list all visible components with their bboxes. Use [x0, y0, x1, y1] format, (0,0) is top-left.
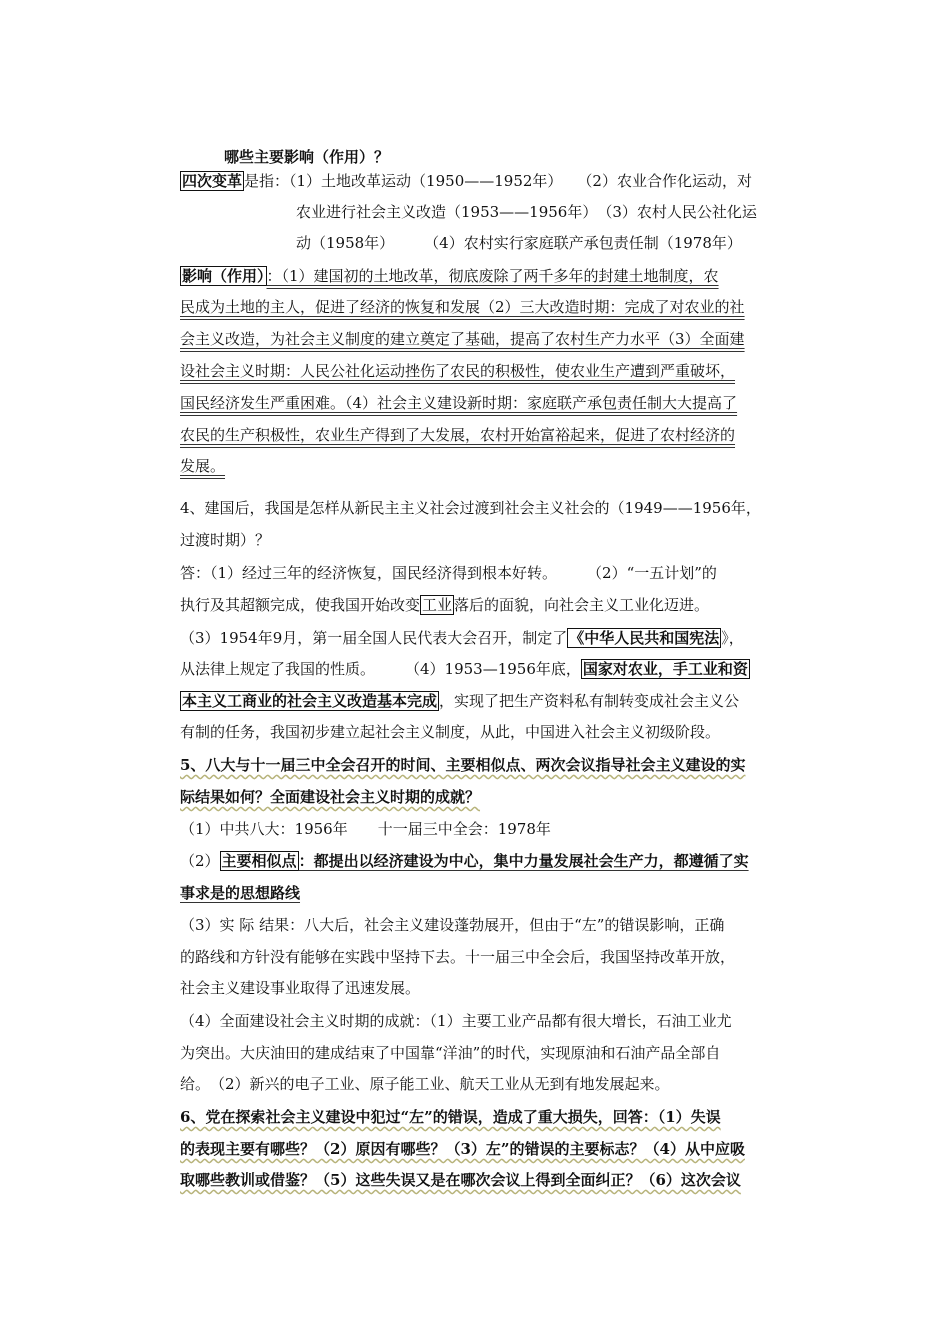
- q5-point-1: （1）中共八大：1956年 十一届三中全会：1978年: [180, 820, 551, 838]
- four-changes-line-1: [180, 170, 752, 192]
- q4-a3-post: 》，: [721, 629, 744, 647]
- q4-a2-post: 落后的面貌，向社会主义工业化迈进。: [454, 596, 710, 614]
- influence-line-1: [180, 265, 719, 287]
- heading-continued: 哪些主要影响（作用）？: [224, 148, 390, 166]
- q5-point-3b: 的路线和方针没有能够在实践中坚持下去。十一届三中全会后，我国坚持改革开放，: [180, 948, 736, 966]
- q6-line-2: 的表现主要有哪些？（2）原因有哪些？（3）左”的错误的主要标志？（4）从中应吸: [180, 1140, 745, 1158]
- four-changes-line-2: 农业进行社会主义改造（1953——1956年） （3）农村人民公社化运: [296, 203, 757, 221]
- q4-a4-box: 国家对农业，手工业和资: [582, 660, 748, 678]
- influence-text-1: ：（1）建国初的土地改革，彻底废除了两千多年的封建土地制度，农: [266, 267, 719, 285]
- q4-a3-box: 《中华人民共和国宪法: [569, 629, 720, 647]
- q5-point-4b: 为突出。大庆油田的建成结束了中国靠“洋油”的时代，实现原油和石油产品全部自: [180, 1044, 721, 1062]
- q4-a3-pre: （3）1954年9月，第一届全国人民代表大会召开，制定了: [180, 629, 568, 647]
- q4-a2-box: 工业: [422, 596, 453, 614]
- q4-a5-post: ，实现了把生产资料私有制转变成社会主义公: [439, 692, 740, 710]
- influence-term: 影响（作用）: [182, 267, 265, 285]
- influence-line-3: 会主义改造，为社会主义制度的建立奠定了基础，提高了农村生产力水平（3）全面建: [180, 330, 745, 348]
- influence-line-5: 国民经济发生严重困难。（4）社会主义建设新时期：家庭联产承包责任制大大提高了: [180, 394, 738, 412]
- q4-a5-box: 本主义工商业的社会主义改造基本完成: [182, 692, 438, 710]
- influence-line-7: 发展。: [180, 457, 226, 475]
- q4-line-2: 过渡时期）？: [180, 531, 271, 549]
- q5-point-3a: （3）实 际 结果：八大后，社会主义建设蓬勃展开，但由于“左”的错误影响，正确: [180, 916, 725, 934]
- q5-point-4c: 给。 （2）新兴的电子工业、原子能工业、航天工业从无到有地发展起来。: [180, 1075, 670, 1093]
- q4-answer-5: [180, 690, 739, 712]
- q4-line-1: 4、建国后，我国是怎样从新民主主义社会过渡到社会主义社会的（1949——1956年，: [180, 499, 761, 517]
- q5-point-2b: 事求是的思想路线: [180, 884, 301, 902]
- q5-point-4a: （4）全面建设社会主义时期的成就：（1）主要工业产品都有很大增长，石油工业尤: [180, 1012, 732, 1030]
- q4-answer-3: [180, 627, 744, 649]
- q4-a4-pre: 从法律上规定了我国的性质。 （4）1953—1956年底，: [180, 660, 581, 678]
- four-changes-line-3: 动（1958年） （4）农村实行家庭联产承包责任制（1978年）: [296, 234, 742, 252]
- q4-answer-6: 有制的任务，我国初步建立起社会主义制度，从此，中国进入社会主义初级阶段。: [180, 723, 721, 741]
- q5-p2-pre: （2）: [180, 852, 220, 870]
- four-changes-term: 四次变革: [182, 172, 243, 190]
- q4-answer-1: 答：（1）经过三年的经济恢复，国民经济得到根本好转。 （2）“一五计划”的: [180, 564, 717, 582]
- q5-point-2: [180, 850, 749, 872]
- influence-line-2: 民成为土地的主人，促进了经济的恢复和发展（2）三大改造时期：完成了对农业的社: [180, 298, 745, 316]
- q4-answer-2: [180, 594, 709, 616]
- four-changes-text-1: 是指：（1）土地改革运动（1950——1952年） （2）农业合作化运动，对: [244, 172, 752, 190]
- q5-p2-box: 主要相似点: [221, 852, 297, 870]
- q6-line-1: 6、党在探索社会主义建设中犯过“左”的错误，造成了重大损失，回答：（1）失误: [180, 1108, 721, 1126]
- q5-p2-post: ：都提出以经济建设为中心，集中力量发展社会生产力，都遵循了实: [298, 852, 749, 870]
- q4-answer-4: [180, 658, 750, 680]
- q6-line-3: 取哪些教训或借鉴？（5）这些失误又是在哪次会议上得到全面纠正？（6）这次会议: [180, 1171, 741, 1189]
- influence-line-6: 农民的生产积极性，农业生产得到了大发展，农村开始富裕起来，促进了农村经济的: [180, 426, 736, 444]
- influence-line-4: 设社会主义时期：人民公社化运动挫伤了农民的积极性，使农业生产遭到严重破坏，: [180, 362, 736, 380]
- q5-point-3c: 社会主义建设事业取得了迅速发展。: [180, 979, 421, 997]
- q5-line-1: 5、八大与十一届三中全会召开的时间、主要相似点、两次会议指导社会主义建设的实: [180, 756, 746, 774]
- q5-line-2: 际结果如何？全面建设社会主义时期的成就？: [180, 788, 481, 806]
- q4-a2-pre: 执行及其超额完成，使我国开始改变: [180, 596, 421, 614]
